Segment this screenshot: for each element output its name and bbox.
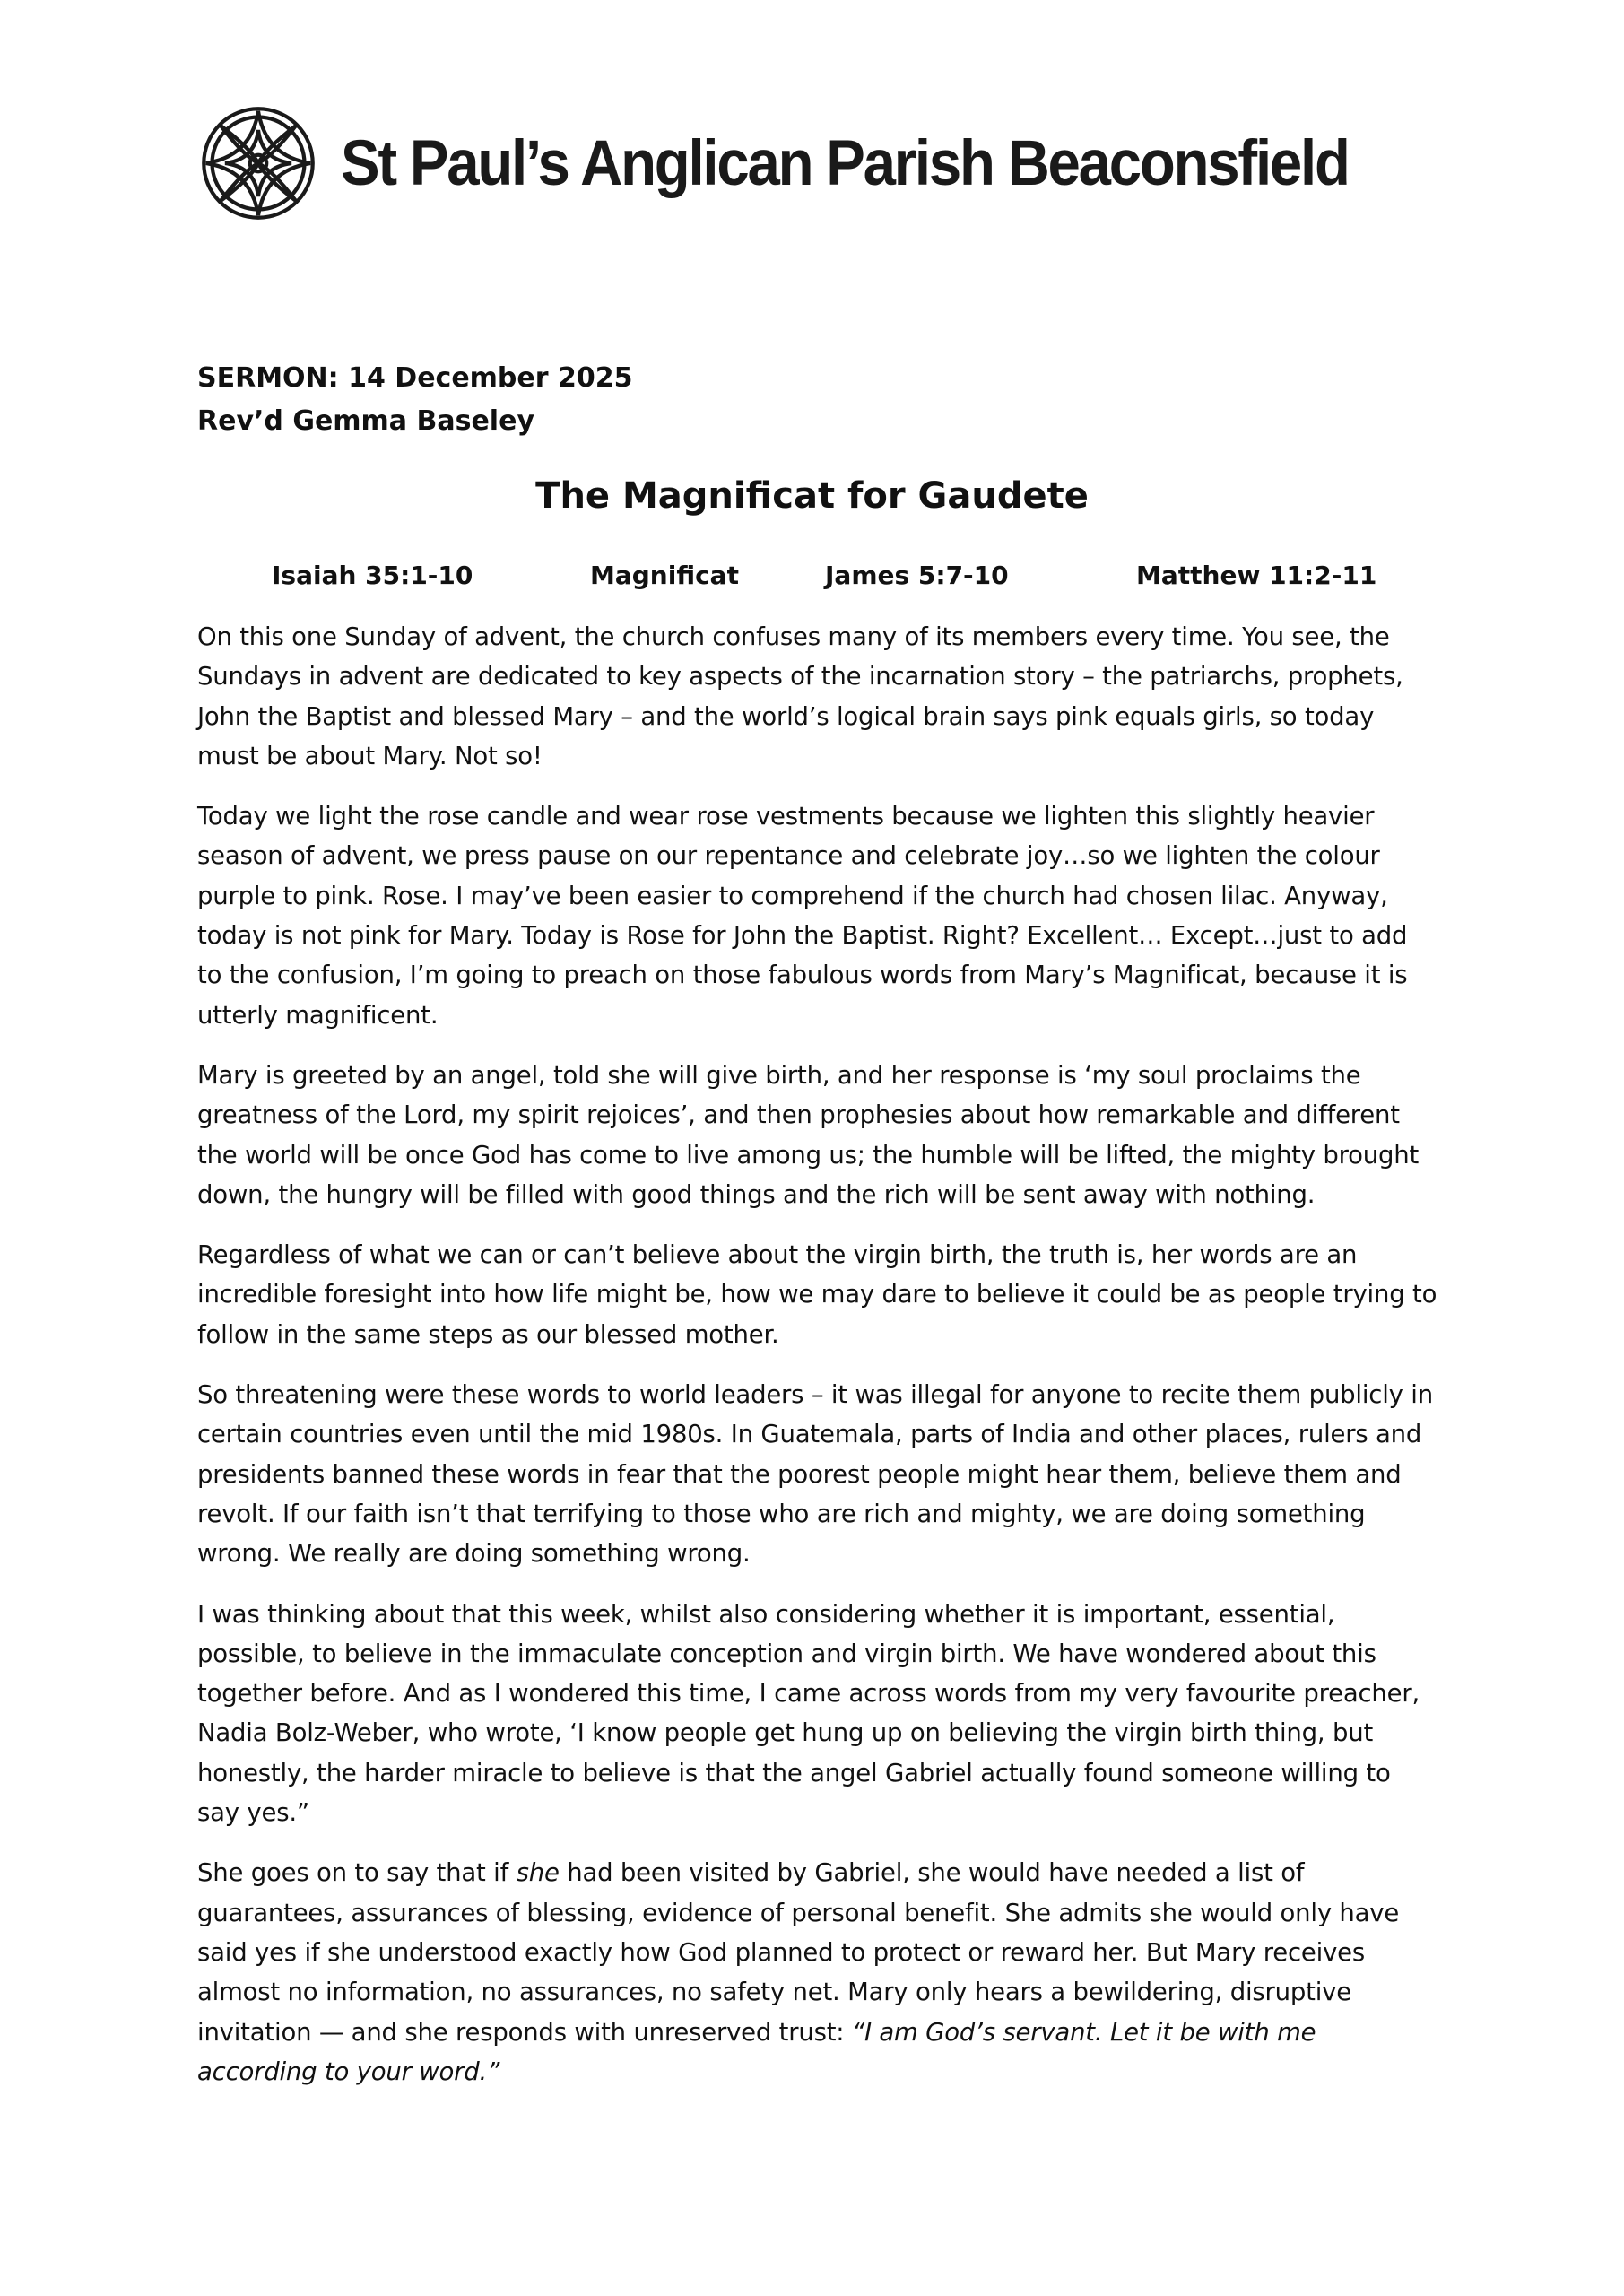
reading-james: James 5:7-10 <box>825 561 1009 590</box>
page-header <box>199 100 1436 226</box>
parish-name: St Paul’s Anglican Parish Beaconsfield <box>341 127 1349 199</box>
reading-magnificat: Magnificat <box>590 561 739 590</box>
text-run: She goes on to say that if <box>197 1858 517 1888</box>
text-run: had been visited by Gabriel, she would have needed a list of guarantees, assurances of blessing, evidence of personal benefit. She admits she would only have said yes if she understood exactly how God planned to protect or reward her. But Mary receives almost no information, no assurances, no safety net. Mary only hears a bewildering, disruptive invitation — and she responds with unreserved trust: <box>197 1858 1400 2047</box>
reading-matthew: Matthew 11:2-11 <box>1136 561 1377 590</box>
paragraph: I was thinking about that this week, whilst also considering whether it is important, essential, possible, to believe in the immaculate conception and virgin birth. We have wondered about this together before. And as I wondered this time, I came across words from my very favourite preacher, Nadia Bolz-Weber, who wrote, ‘I know people get hung up on believing the virgin birth thing, but honestly, the harder miracle to believe is that the angel Gabriel actually found someone willing to say yes.” <box>197 1599 1420 1828</box>
paragraph: Regardless of what we can or can’t believe about the virgin birth, the truth is, her words are an incredible foresight into how life might be, how we may dare to believe it could be as people trying to follow in the same steps as our blessed mother. <box>197 1240 1437 1349</box>
paragraph: Today we light the rose candle and wear rose vestments because we lighten this slightly heavier season of advent, we press pause on our repentance and celebrate joy…so we lighten the colour purple to pink. Rose. I may’ve been easier to comprehend if the church had chosen lilac. Anyway, today is not pink for Mary. Today is Rose for John the Baptist. Right? Excellent… Except…just to add to the confusion, I’m going to preach on those fabulous words from Mary’s Magnificat, because it is utterly magnificent. <box>197 802 1408 1030</box>
sermon-meta <box>197 357 633 443</box>
sermon-title: The Magnificat for Gaudete <box>535 475 1089 517</box>
readings-list <box>0 556 1624 596</box>
sermon-date-line: SERMON: 14 December 2025 <box>197 362 633 394</box>
sermon-body <box>197 617 1439 2112</box>
paragraph: Mary is greeted by an angel, told she will give birth, and her response is ‘my soul proclaims the greatness of the Lord, my spirit rejoices’, and then prophesies about how remarkable and different the world will be once God has come to live among us; the humble will be lifted, the mighty brought down, the hungry will be filled with good things and the rich will be sent away with nothing. <box>197 1060 1420 1209</box>
parish-cross-logo-icon <box>199 104 317 222</box>
italic-she: she <box>516 1858 560 1888</box>
reading-isaiah: Isaiah 35:1-10 <box>272 561 473 590</box>
paragraph-last <box>197 1853 1439 2092</box>
paragraph: So threatening were these words to world leaders – it was illegal for anyone to recite them publicly in certain countries even until the mid 1980s. In Guatemala, parts of India and other places, rulers and presidents banned these words in fear that the poorest people might hear them, believe them and revolt. If our faith isn’t that terrifying to those who are rich and mighty, we are doing something wrong. We really are doing something wrong. <box>197 1380 1433 1569</box>
italic-quote: “I am God’s servant. Let it be with me according to your word.” <box>197 2017 1316 2086</box>
preacher-name: Rev’d Gemma Baseley <box>197 405 534 437</box>
paragraph: On this one Sunday of advent, the church confuses many of its members every time. You see, the Sundays in advent are dedicated to key aspects of the incarnation story – the patriarchs, prophets, John the Baptist and blessed Mary – and the world’s logical brain says pink equals girls, so today must be about Mary. Not so! <box>197 622 1403 770</box>
